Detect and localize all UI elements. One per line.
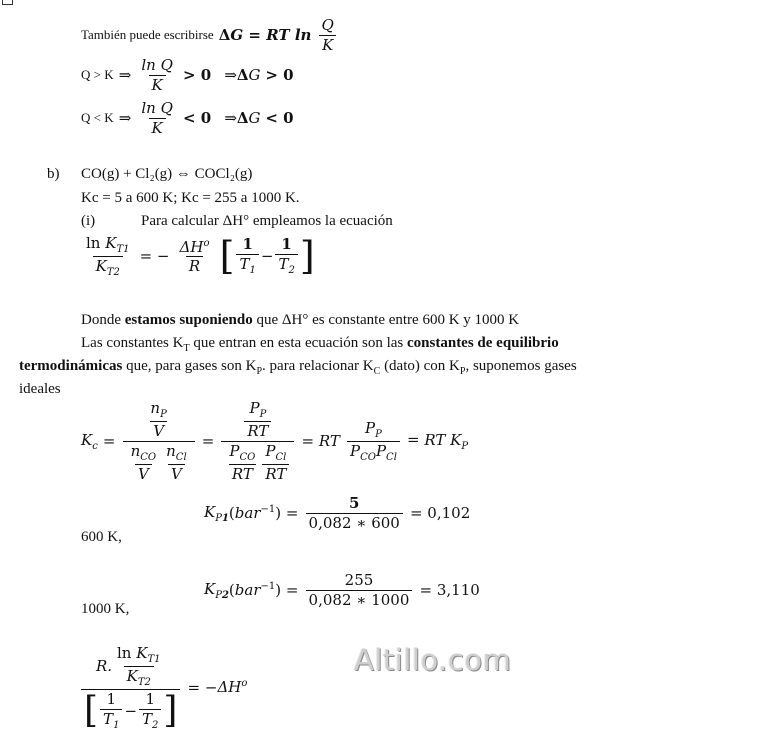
condition-label: Q < K (81, 110, 114, 125)
intro-text: También puede escribirse (81, 27, 214, 42)
ideales-line: ideales (19, 381, 61, 397)
kp2-equation: $K_{P2}(bar^{-1})$ = $\frac{255}{0,082 ∗ 1000}$ = 3,110 (204, 571, 480, 609)
ln-q-over-k-fraction: $\frac{\text{ln Q}}{K}$ (141, 56, 173, 94)
intro-line (81, 17, 339, 53)
kp2-denominator: 0,082 ∗ 1000 (306, 590, 413, 609)
condition-q-gt-k: Q > K ⇒ $\frac{\text{ln Q}}{K}$ > 0 ⇒ΔG > 0 (81, 56, 294, 94)
q-over-k-fraction: $\frac{Q}{K}$ (319, 17, 337, 53)
temperature-600-label: 600 K, (81, 529, 122, 545)
item-i-label: (i) (81, 213, 96, 229)
kp2-result: = 3,110 (419, 581, 480, 599)
kp1-result: = 0,102 (409, 504, 471, 522)
para-calcular-text: Para calcular ΔH° empleamos la ecuación (141, 213, 393, 229)
corner-mark (2, 0, 13, 5)
kc-kp-derivation: $K_c$ = $\frac{n_P}{V}$ $\frac{n_{CO}}{V}$ $\frac{n_{Cl}}{V}$ = $\frac{P_P}{RT}$ $\frac{P_{CO}}{RT}$ $\frac{P_{Cl}}{RT}$ = RT $\frac{P_P}{P_{CO}P_{Cl}}$ = RT $K_P$ (81, 399, 469, 483)
ln-q-over-k-fraction: $\frac{\text{ln Q}}{K}$ (141, 99, 173, 137)
condition-label: Q > K (81, 67, 114, 82)
reaction-equation: CO(g) + Cl₂(g) ⇔ COCl₂(g) (81, 166, 253, 182)
kp1-equation: $K_{P1}(bar^{-1})$ = $\frac{5}{0,082 ∗ 600}$ = 0,102 (204, 494, 471, 532)
delta-h-equation: R. $\frac{\ln K_{T1}}{K_{T2}}$ [ $\frac{1}{T_1}$ − $\frac{1}{T_2}$ ] = $-\Delta H^o$ (79, 644, 247, 731)
vant-hoff-equation: $\frac{\ln K_{T1}}{K_{T2}}$ = − $\frac{\Delta H^o}{R}$ [ $\frac{1}{T_1}$ − $\frac{1}{T_2}$ ] (86, 234, 315, 278)
termodinamicas-line: termodinámicas que, para gases son $K_P$. para relacionar $K_C$ (dato) con $K_P$, suponemos gases (19, 358, 577, 377)
delta-g-equation: ΔG = RT ln (218, 26, 312, 44)
kp1-denominator: 0,082 ∗ 600 (306, 513, 403, 532)
kp2-numerator: 255 (344, 571, 374, 589)
part-b-label: b) (47, 166, 60, 182)
donde-line: Donde estamos suponiendo que ΔH° es constante entre 600 K y 1000 K (81, 312, 520, 328)
temperature-1000-label: 1000 K, (81, 601, 130, 617)
watermark-logo: Altillo.com (354, 643, 512, 677)
kp1-numerator: 5 (348, 494, 360, 512)
condition-q-lt-k: Q < K ⇒ $\frac{\text{ln Q}}{K}$ < 0 ⇒ΔG < 0 (81, 99, 294, 137)
constantes-line: Las constantes $K_T$ que entran en esta ecuación son las constantes de equilibrio (81, 335, 559, 354)
kc-values: Kc = 5 a 600 K; Kc = 255 a 1000 K. (81, 190, 300, 206)
